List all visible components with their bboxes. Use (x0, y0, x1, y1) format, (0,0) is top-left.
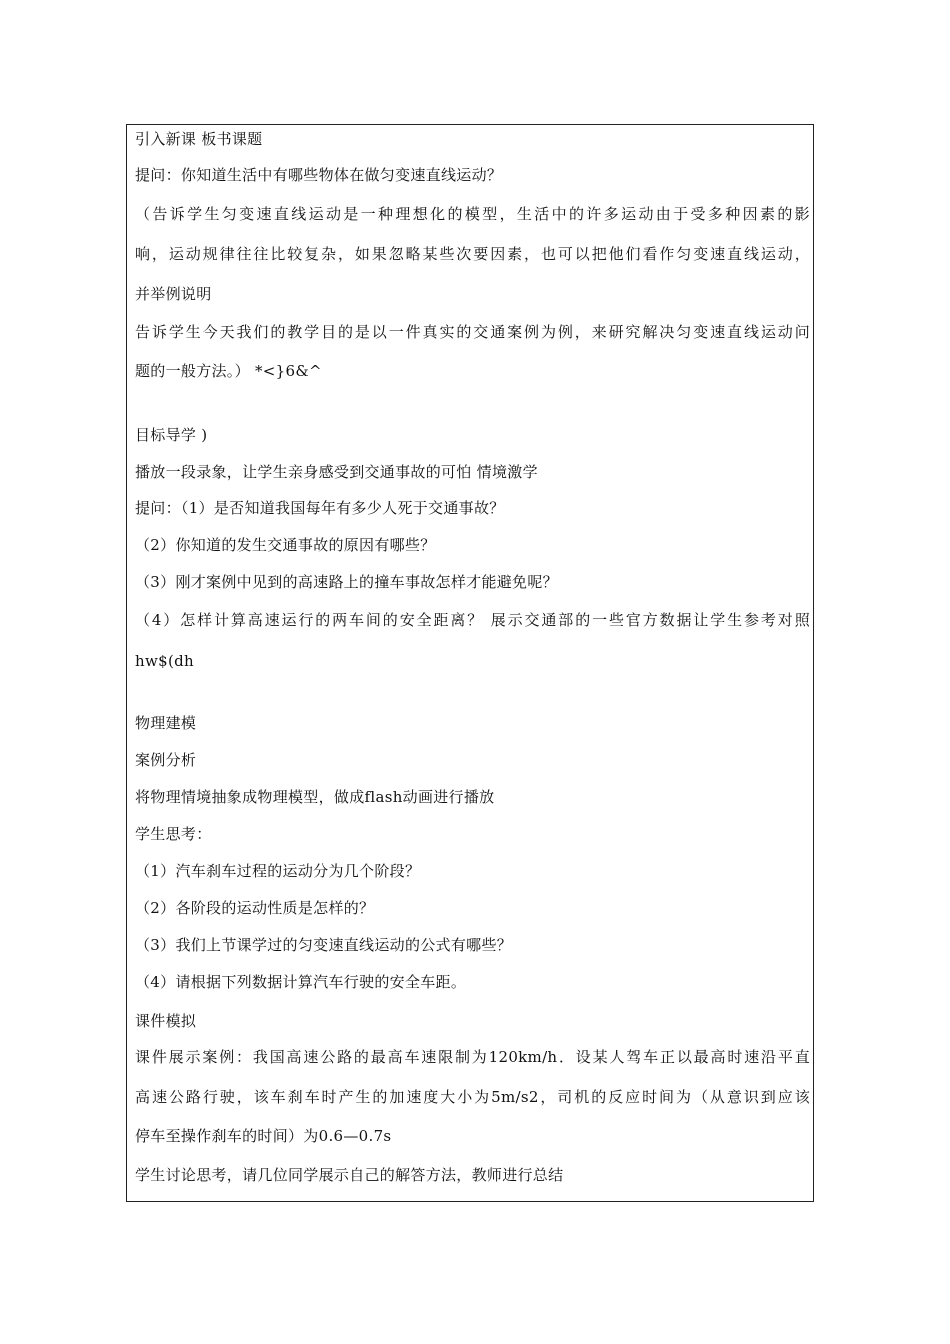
text-line: 课件模拟 (135, 1012, 197, 1030)
text-line: （4）怎样计算高速运行的两车间的安全距离？ 展示交通部的一些官方数据让学生参考对照 (135, 611, 810, 629)
text-line: 播放一段录象，让学生亲身感受到交通事故的可怕 情境激学 (135, 463, 538, 481)
text-line: （1）汽车刹车过程的运动分为几个阶段？ (135, 862, 421, 880)
text-line: 提问：（1）是否知道我国每年有多少人死于交通事故？ (135, 499, 505, 517)
text-line: 学生思考： (135, 825, 212, 843)
text-line: 学生讨论思考，请几位同学展示自己的解答方法，教师进行总结 (135, 1166, 564, 1184)
text-line: 响，运动规律往往比较复杂，如果忽略某些次要因素，也可以把他们看作匀变速直线运动， (135, 245, 810, 263)
text-line: （告诉学生匀变速直线运动是一种理想化的模型，生活中的许多运动由于受多种因素的影 (135, 205, 810, 223)
text-line: 高速公路行驶，该车刹车时产生的加速度大小为5m/s2，司机的反应时间为（从意识到应该 (135, 1088, 810, 1106)
text-line: 并举例说明 (135, 285, 212, 303)
text-line: （3）刚才案例中见到的高速路上的撞车事故怎样才能避免呢？ (135, 573, 558, 591)
text-line: （2）你知道的发生交通事故的原因有哪些？ (135, 536, 436, 554)
text-line: 目标导学 ) (135, 426, 208, 444)
text-line: 题的一般方法。） *<}6&^ (135, 362, 322, 380)
text-line: （4）请根据下列数据计算汽车行驶的安全车距。 (135, 973, 467, 991)
text-line: hw$(dh (135, 652, 194, 670)
text-line: 案例分析 (135, 751, 197, 769)
text-line: 引入新课 板书课题 (135, 130, 263, 148)
text-line: （3）我们上节课学过的匀变速直线运动的公式有哪些？ (135, 936, 513, 954)
text-line: 课件展示案例：我国高速公路的最高车速限制为120km/h．设某人驾车正以最高时速沿平直 (135, 1048, 810, 1066)
text-line: 提问：你知道生活中有哪些物体在做匀变速直线运动？ (135, 166, 503, 184)
text-line: 将物理情境抽象成物理模型，做成flash动画进行播放 (135, 788, 495, 806)
text-line: （2）各阶段的运动性质是怎样的？ (135, 899, 375, 917)
text-line: 告诉学生今天我们的教学目的是以一件真实的交通案例为例，来研究解决匀变速直线运动问 (135, 323, 810, 341)
text-line: 物理建模 (135, 714, 197, 732)
text-line: 停车至操作刹车的时间）为0.6—0.7s (135, 1127, 392, 1145)
